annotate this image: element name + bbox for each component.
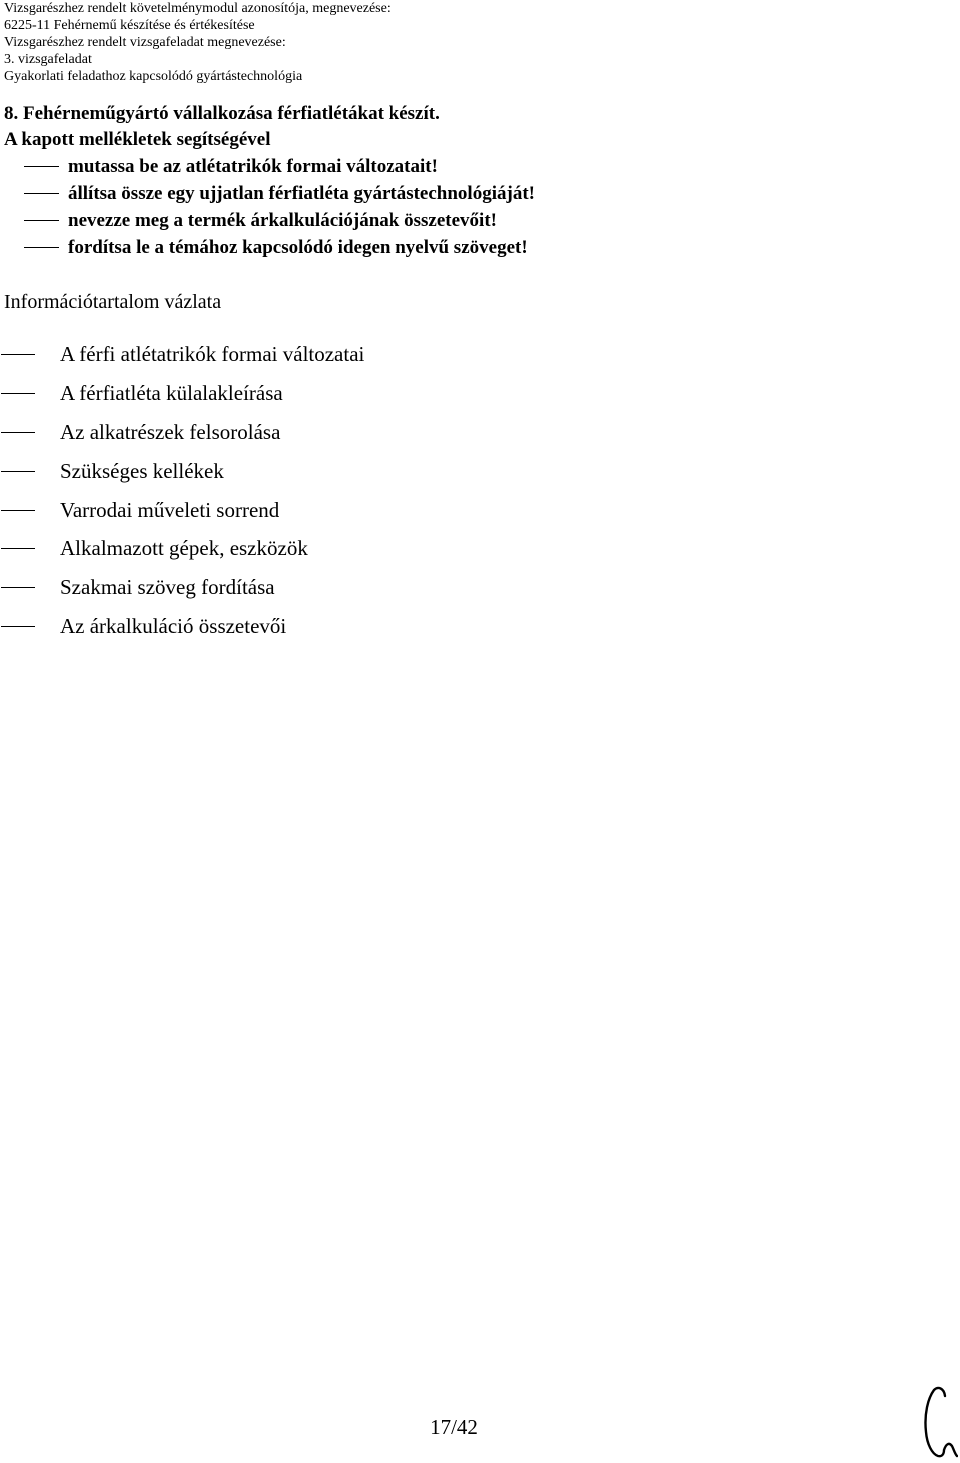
dash-bullet <box>1 471 35 472</box>
header-line-technology: Gyakorlati feladathoz kapcsolódó gyártástechnológia <box>4 69 303 84</box>
outline-item-text: Az árkalkuláció összetevői <box>60 614 287 639</box>
outline-list <box>0 339 940 650</box>
task-item <box>4 207 944 234</box>
dash-bullet <box>24 220 59 221</box>
dash-bullet <box>1 510 35 511</box>
outline-item-text: A férfiatléta külalakleírása <box>60 380 283 405</box>
outline-item-text: Szükséges kellékek <box>60 458 224 483</box>
outline-item <box>0 339 940 378</box>
outline-item-text: A férfi atlétatrikók formai változatai <box>60 342 365 366</box>
dash-bullet <box>24 166 59 167</box>
header-line-task-name: 3. vizsgafeladat <box>4 52 92 67</box>
dash-bullet <box>1 626 35 627</box>
dash-bullet <box>1 432 35 433</box>
dash-bullet <box>24 247 59 248</box>
task-item-text: állítsa össze egy ujjatlan férfiatléta gyártástechnológiáját! <box>68 183 535 204</box>
outline-heading: Információtartalom vázlata <box>4 291 222 313</box>
outline-item-text: Varrodai műveleti sorrend <box>60 497 280 522</box>
outline-item-text: Alkalmazott gépek, eszközök <box>60 536 308 561</box>
dash-bullet <box>1 354 35 355</box>
task-intro: A kapott mellékletek segítségével <box>4 129 271 150</box>
outline-item <box>0 378 940 417</box>
outline-item <box>0 417 940 456</box>
header-line-module-label: Vizsgarészhez rendelt követelménymodul azonosítója, megnevezése: <box>4 1 391 16</box>
outline-item <box>0 456 940 495</box>
dash-bullet <box>1 548 35 549</box>
task-item <box>4 234 944 261</box>
signature-mark <box>918 1384 958 1460</box>
task-title: 8. Fehérneműgyártó vállalkozása férfiatlétákat készít. <box>4 103 440 124</box>
task-item <box>4 180 944 207</box>
outline-item-text: Az alkatrészek felsorolása <box>60 419 281 444</box>
dash-bullet <box>24 193 59 194</box>
task-item-text: fordítsa le a témához kapcsolódó idegen nyelvű szöveget! <box>68 237 528 258</box>
dash-bullet <box>1 393 35 394</box>
header-line-task-label: Vizsgarészhez rendelt vizsgafeladat megnevezése: <box>4 35 286 50</box>
task-item-text: nevezze meg a termék árkalkulációjának összetevőit! <box>68 210 497 231</box>
task-section <box>4 101 944 261</box>
task-item-text: mutassa be az atlétatrikók formai változatait! <box>68 156 438 177</box>
outline-item <box>0 533 940 572</box>
task-item <box>4 153 944 180</box>
outline-item <box>0 611 940 650</box>
document-header <box>4 0 944 85</box>
outline-item <box>0 495 940 534</box>
page-number: 17/42 <box>430 1415 478 1439</box>
dash-bullet <box>1 587 35 588</box>
header-line-module-name: 6225-11 Fehérnemű készítése és értékesítése <box>4 18 255 33</box>
outline-item <box>0 572 940 611</box>
outline-item-text: Szakmai szöveg fordítása <box>60 575 275 600</box>
